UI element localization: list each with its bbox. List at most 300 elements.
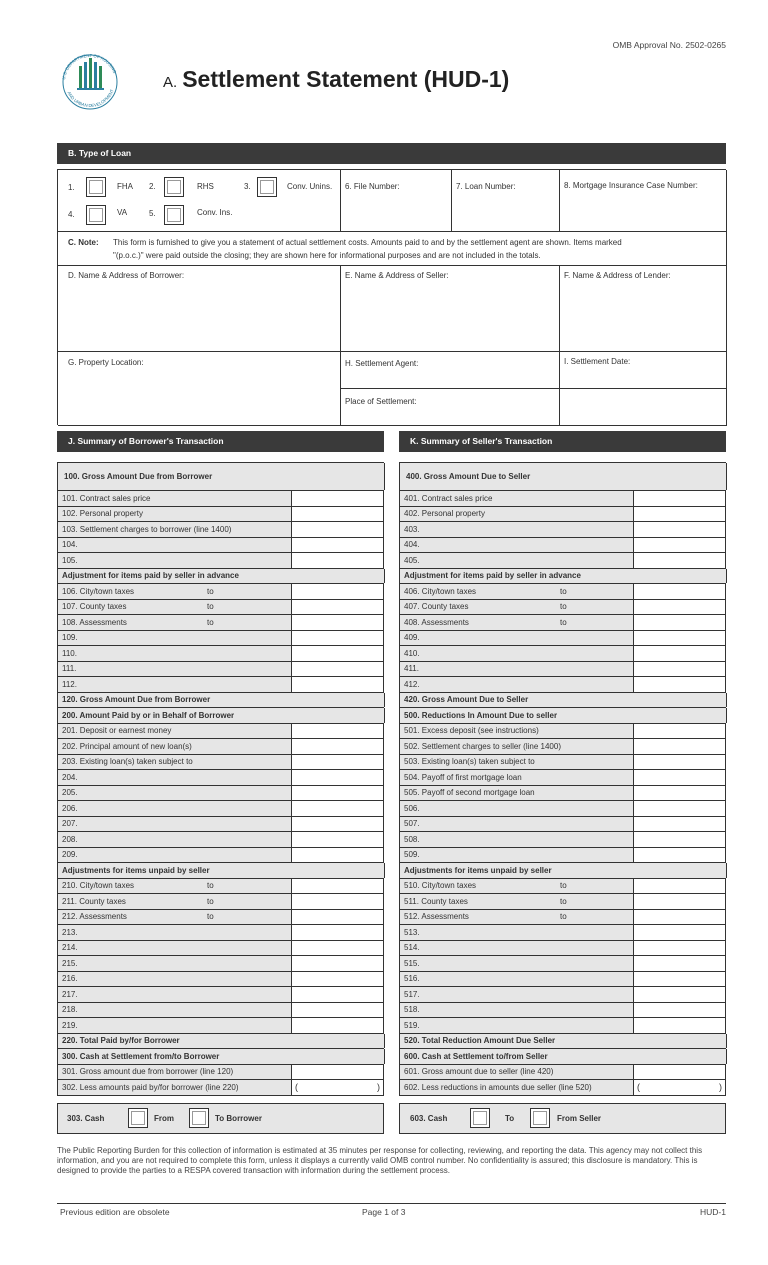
lender-name-field[interactable]: F. Name & Address of Lender: bbox=[560, 266, 727, 352]
summary-row bbox=[58, 615, 384, 631]
note-cell bbox=[58, 232, 727, 266]
amount-field[interactable] bbox=[292, 739, 384, 754]
summary-row-label-text: 105. bbox=[62, 555, 78, 565]
summary-row bbox=[58, 972, 384, 988]
summary-row-label-text: 112. bbox=[62, 679, 77, 689]
summary-row-label-text: 420. Gross Amount Due to Seller bbox=[404, 695, 529, 705]
paren-close: ) bbox=[719, 1082, 722, 1093]
summary-row-label-text: 400. Gross Amount Due to Seller bbox=[406, 472, 531, 481]
amount-field[interactable] bbox=[292, 677, 384, 692]
reporting-burden-text: The Public Reporting Burden for this collection of information is estimated at 35 minutes per response for collecting, reviewing, and reporting the data. This agency may not collect this information, and you are not required to complete this form, unless it displays a currently valid OMB control number. No confidentiality is assured; this disclosure is mandatory. This is designed to provide the parties to a RESPA covered transaction with information during the settlement process. bbox=[57, 1146, 703, 1175]
summary-row bbox=[400, 1080, 726, 1096]
amount-field[interactable] bbox=[634, 662, 726, 677]
summary-row-label bbox=[400, 770, 634, 785]
summary-row bbox=[400, 863, 726, 879]
cash-label: 603. Cash bbox=[410, 1114, 448, 1123]
summary-row bbox=[400, 987, 726, 1003]
summary-row-label bbox=[400, 677, 634, 692]
summary-row bbox=[58, 925, 384, 941]
amount-field[interactable] bbox=[634, 1080, 726, 1095]
summary-row-label-text: 512. Assessments bbox=[404, 912, 469, 922]
summary-row-label bbox=[58, 662, 292, 677]
summary-row-label bbox=[58, 1080, 292, 1095]
fha-checkbox[interactable] bbox=[86, 177, 106, 197]
amount-field[interactable] bbox=[292, 1080, 384, 1095]
summary-row bbox=[58, 1065, 384, 1081]
summary-row-label bbox=[400, 786, 634, 801]
summary-row-label bbox=[400, 631, 634, 646]
summary-row bbox=[400, 553, 726, 569]
borrower-summary-table bbox=[57, 462, 384, 1096]
amount-field[interactable] bbox=[634, 491, 726, 506]
amount-field[interactable] bbox=[634, 832, 726, 847]
summary-row-label-text: 204. bbox=[62, 772, 78, 782]
summary-row-label-text: 503. Existing loan(s) taken subject to bbox=[404, 757, 535, 767]
summary-row-label bbox=[400, 894, 634, 909]
amount-field[interactable] bbox=[634, 600, 726, 615]
summary-row-label-text: 101. Contract sales price bbox=[62, 493, 151, 503]
summary-row-label-text: Adjustments for items unpaid by seller bbox=[62, 865, 210, 875]
seller-name-field[interactable]: E. Name & Address of Seller: bbox=[341, 266, 560, 352]
place-of-settlement-extension bbox=[560, 389, 727, 426]
borrower-cash-row bbox=[57, 1103, 384, 1134]
summary-row-label bbox=[58, 956, 292, 971]
summary-row-label-text: 107. County taxes bbox=[62, 602, 127, 612]
summary-row-label-text: 301. Gross amount due from borrower (line 120) bbox=[62, 1067, 234, 1077]
summary-row-label-text: 302. Less amounts paid by/for borrower (line 220) bbox=[62, 1082, 239, 1092]
summary-row bbox=[58, 1018, 384, 1034]
summary-row bbox=[58, 894, 384, 910]
summary-row-label bbox=[58, 677, 292, 692]
amount-field[interactable] bbox=[292, 507, 384, 522]
loan-info-grid bbox=[57, 169, 726, 425]
summary-row-label-text: 106. City/town taxes bbox=[62, 586, 135, 596]
note-text-line2: "(p.o.c.)" were paid outside the closing; they are shown here for informational purposes and are not included in the totals. bbox=[113, 251, 541, 260]
summary-row bbox=[58, 1034, 384, 1050]
conv-unins-checkbox[interactable] bbox=[257, 177, 277, 197]
summary-row-label-text: 202. Principal amount of new loan(s) bbox=[62, 741, 192, 751]
loan-type-num: 3. bbox=[244, 182, 251, 191]
summary-row-label-text: 508. bbox=[404, 834, 420, 844]
summary-row-label-text: 211. County taxes bbox=[62, 896, 126, 906]
settlement-date-field[interactable]: I. Settlement Date: bbox=[560, 352, 727, 389]
summary-row-label-text: 405. bbox=[404, 555, 420, 565]
summary-row bbox=[400, 693, 726, 709]
seller-cash-row bbox=[399, 1103, 726, 1134]
summary-row bbox=[58, 739, 384, 755]
summary-row-label bbox=[400, 863, 727, 878]
amount-field[interactable] bbox=[292, 894, 384, 909]
summary-row-label bbox=[58, 491, 292, 506]
summary-row bbox=[400, 631, 726, 647]
paren-close: ) bbox=[377, 1082, 380, 1093]
summary-row-label-text: 505. Payoff of second mortgage loan bbox=[404, 788, 535, 798]
loan-type-num: 2. bbox=[149, 182, 156, 191]
va-checkbox[interactable] bbox=[86, 205, 106, 225]
amount-field[interactable] bbox=[292, 817, 384, 832]
summary-row bbox=[400, 925, 726, 941]
amount-field[interactable] bbox=[634, 724, 726, 739]
summary-row-label-text: 518. bbox=[404, 1005, 420, 1015]
summary-row-label bbox=[400, 1080, 634, 1095]
note-label: C. Note: bbox=[68, 238, 99, 247]
amount-field[interactable] bbox=[292, 553, 384, 568]
amount-field[interactable] bbox=[634, 553, 726, 568]
footer-divider bbox=[57, 1203, 726, 1204]
summary-row-label bbox=[58, 463, 385, 490]
summary-row-label bbox=[58, 910, 292, 925]
summary-row-label bbox=[400, 987, 634, 1002]
summary-row bbox=[58, 708, 384, 724]
summary-row bbox=[400, 600, 726, 616]
summary-row-label-text: 108. Assessments bbox=[62, 617, 127, 627]
summary-row bbox=[400, 941, 726, 957]
amount-field[interactable] bbox=[634, 910, 726, 925]
loan-type-label: VA bbox=[117, 208, 128, 217]
summary-row bbox=[58, 600, 384, 616]
summary-row-label-text: 219. bbox=[62, 1020, 78, 1030]
to-label: to bbox=[560, 617, 567, 627]
amount-field[interactable] bbox=[292, 600, 384, 615]
summary-row-label bbox=[58, 770, 292, 785]
rhs-checkbox[interactable] bbox=[164, 177, 184, 197]
summary-row bbox=[400, 832, 726, 848]
amount-field[interactable] bbox=[634, 631, 726, 646]
summary-row-label-text: 502. Settlement charges to seller (line 1400) bbox=[404, 741, 561, 751]
amount-field[interactable] bbox=[292, 522, 384, 537]
summary-row-label bbox=[400, 522, 634, 537]
amount-field[interactable] bbox=[292, 879, 384, 894]
summary-row-label bbox=[58, 863, 385, 878]
summary-row-label bbox=[400, 491, 634, 506]
amount-field[interactable] bbox=[292, 491, 384, 506]
amount-field[interactable] bbox=[292, 910, 384, 925]
amount-field[interactable] bbox=[292, 956, 384, 971]
amount-field[interactable] bbox=[634, 615, 726, 630]
title-text: Settlement Statement (HUD-1) bbox=[182, 66, 510, 92]
summary-row bbox=[400, 646, 726, 662]
summary-row-label-text: 218. bbox=[62, 1005, 78, 1015]
summary-row-label-text: 408. Assessments bbox=[404, 617, 469, 627]
summary-row-label-text: 120. Gross Amount Due from Borrower bbox=[62, 695, 211, 705]
omb-approval-number: OMB Approval No. 2502-0265 bbox=[612, 40, 726, 50]
summary-row bbox=[58, 538, 384, 554]
summary-row-label-text: 600. Cash at Settlement to/from Seller bbox=[404, 1051, 548, 1061]
summary-row-label bbox=[400, 879, 634, 894]
amount-field[interactable] bbox=[292, 724, 384, 739]
summary-row-label-text: 411. bbox=[404, 664, 419, 674]
summary-row-label bbox=[58, 584, 292, 599]
summary-row-label bbox=[58, 786, 292, 801]
summary-row-label bbox=[58, 941, 292, 956]
amount-field[interactable] bbox=[634, 786, 726, 801]
footer-left-text: Previous edition are obsolete bbox=[60, 1207, 170, 1217]
summary-row bbox=[58, 1003, 384, 1019]
summary-row bbox=[58, 553, 384, 569]
summary-row-label-text: 519. bbox=[404, 1020, 420, 1030]
summary-row-label-text: 216. bbox=[62, 974, 78, 984]
summary-row-label bbox=[400, 538, 634, 553]
summary-row-label-text: 511. County taxes bbox=[404, 896, 468, 906]
amount-field[interactable] bbox=[634, 522, 726, 537]
amount-field[interactable] bbox=[292, 1003, 384, 1018]
summary-row-label bbox=[400, 615, 634, 630]
svg-text:AND URBAN DEVELOPMENT: AND URBAN DEVELOPMENT bbox=[66, 88, 115, 109]
amount-field[interactable] bbox=[292, 584, 384, 599]
amount-field[interactable] bbox=[292, 786, 384, 801]
loan-type-num: 5. bbox=[149, 209, 156, 218]
summary-row bbox=[400, 522, 726, 538]
summary-row-label-text: Adjustment for items paid by seller in advance bbox=[404, 571, 581, 581]
cash-label: 303. Cash bbox=[67, 1114, 105, 1123]
summary-row-label bbox=[58, 538, 292, 553]
summary-row bbox=[400, 1018, 726, 1034]
summary-row-label bbox=[400, 646, 634, 661]
amount-field[interactable] bbox=[634, 801, 726, 816]
amount-field[interactable] bbox=[634, 987, 726, 1002]
summary-row bbox=[400, 972, 726, 988]
amount-field[interactable] bbox=[292, 1065, 384, 1080]
amount-field[interactable] bbox=[292, 925, 384, 940]
summary-row-label-text: 402. Personal property bbox=[404, 509, 485, 519]
summary-row bbox=[400, 1065, 726, 1081]
summary-row bbox=[400, 770, 726, 786]
summary-row-label-text: 201. Deposit or earnest money bbox=[62, 726, 172, 736]
summary-row bbox=[400, 817, 726, 833]
summary-row bbox=[58, 770, 384, 786]
summary-row-label-text: 412. bbox=[404, 679, 420, 689]
amount-field[interactable] bbox=[634, 770, 726, 785]
summary-row bbox=[400, 1034, 726, 1050]
amount-field[interactable] bbox=[634, 1003, 726, 1018]
summary-row bbox=[58, 491, 384, 507]
summary-row-label-text: 210. City/town taxes bbox=[62, 881, 135, 891]
property-location-field[interactable]: G. Property Location: bbox=[58, 352, 341, 426]
summary-row bbox=[400, 956, 726, 972]
summary-row-label-text: 602. Less reductions in amounts due seller (line 520) bbox=[404, 1082, 592, 1092]
summary-row bbox=[58, 584, 384, 600]
page-number: Page 1 of 3 bbox=[362, 1207, 406, 1217]
amount-field[interactable] bbox=[292, 662, 384, 677]
summary-row-label-text: 517. bbox=[404, 989, 420, 999]
summary-row-label bbox=[400, 848, 634, 863]
summary-row-label bbox=[58, 631, 292, 646]
amount-field[interactable] bbox=[634, 972, 726, 987]
summary-row-label bbox=[400, 910, 634, 925]
summary-row-label bbox=[58, 1018, 292, 1033]
summary-row bbox=[400, 507, 726, 523]
summary-row-label bbox=[58, 507, 292, 522]
summary-row bbox=[58, 987, 384, 1003]
summary-row bbox=[400, 879, 726, 895]
amount-field[interactable] bbox=[292, 832, 384, 847]
summary-row-label-text: 506. bbox=[404, 803, 420, 813]
amount-field[interactable] bbox=[292, 770, 384, 785]
summary-row bbox=[400, 584, 726, 600]
cash-from-checkbox[interactable] bbox=[128, 1108, 148, 1128]
section-b-bar: B. Type of Loan bbox=[57, 143, 726, 164]
amount-field[interactable] bbox=[634, 1018, 726, 1033]
summary-row bbox=[58, 832, 384, 848]
to-label: to bbox=[207, 617, 214, 627]
summary-row bbox=[400, 491, 726, 507]
amount-field[interactable] bbox=[634, 817, 726, 832]
summary-row bbox=[400, 755, 726, 771]
summary-row-label-text: 404. bbox=[404, 540, 420, 550]
summary-row bbox=[58, 463, 384, 491]
to-label: to bbox=[560, 912, 567, 922]
summary-row-label bbox=[400, 553, 634, 568]
amount-field[interactable] bbox=[634, 646, 726, 661]
amount-field[interactable] bbox=[634, 941, 726, 956]
summary-row bbox=[58, 522, 384, 538]
mortgage-insurance-case-field[interactable]: 8. Mortgage Insurance Case Number: bbox=[560, 170, 727, 232]
amount-field[interactable] bbox=[292, 615, 384, 630]
summary-row-label-text: 111. bbox=[62, 664, 77, 674]
summary-row-label-text: 110. bbox=[62, 648, 77, 658]
amount-field[interactable] bbox=[634, 1065, 726, 1080]
summary-row-label-text: 410. bbox=[404, 648, 420, 658]
paren-open: ( bbox=[295, 1082, 298, 1093]
to-label: to bbox=[560, 586, 567, 596]
summary-row-label bbox=[400, 662, 634, 677]
amount-field[interactable] bbox=[292, 941, 384, 956]
conv-ins-checkbox[interactable] bbox=[164, 205, 184, 225]
summary-row-label bbox=[58, 1065, 292, 1080]
summary-row-label bbox=[58, 894, 292, 909]
amount-field[interactable] bbox=[634, 507, 726, 522]
amount-field[interactable] bbox=[634, 894, 726, 909]
amount-field[interactable] bbox=[292, 538, 384, 553]
to-label: to bbox=[560, 602, 567, 612]
summary-row bbox=[400, 801, 726, 817]
summary-row-label-text: 514. bbox=[404, 943, 420, 953]
summary-row-label-text: 209. bbox=[62, 850, 78, 860]
summary-row-label bbox=[400, 739, 634, 754]
file-number-field[interactable]: 6. File Number: bbox=[341, 170, 452, 232]
summary-row-label-text: 205. bbox=[62, 788, 78, 798]
amount-field[interactable] bbox=[292, 755, 384, 770]
summary-row bbox=[58, 724, 384, 740]
amount-field[interactable] bbox=[634, 755, 726, 770]
amount-field[interactable] bbox=[292, 972, 384, 987]
to-label: to bbox=[207, 912, 214, 922]
summary-row-label-text: 206. bbox=[62, 803, 78, 813]
amount-field[interactable] bbox=[634, 956, 726, 971]
summary-row-label-text: 207. bbox=[62, 819, 78, 829]
summary-row bbox=[58, 662, 384, 678]
summary-row-label bbox=[58, 848, 292, 863]
loan-type-label: FHA bbox=[117, 182, 133, 191]
summary-row-label bbox=[58, 801, 292, 816]
settlement-agent-field[interactable]: H. Settlement Agent: bbox=[341, 352, 560, 389]
summary-row-label bbox=[58, 832, 292, 847]
summary-row bbox=[58, 569, 384, 585]
summary-row bbox=[58, 801, 384, 817]
paren-open: ( bbox=[637, 1082, 640, 1093]
amount-field[interactable] bbox=[634, 677, 726, 692]
summary-row-label-text: 409. bbox=[404, 633, 420, 643]
cash-to-label: To bbox=[505, 1114, 515, 1123]
loan-type-num: 1. bbox=[68, 183, 75, 192]
amount-field[interactable] bbox=[634, 925, 726, 940]
to-label: to bbox=[207, 586, 214, 596]
borrower-name-field[interactable]: D. Name & Address of Borrower: bbox=[58, 266, 341, 352]
loan-type-label: Conv. Unins. bbox=[287, 182, 333, 191]
summary-row-label bbox=[400, 832, 634, 847]
svg-text:U.S. DEPARTMENT OF HOUSING: U.S. DEPARTMENT OF HOUSING bbox=[61, 52, 118, 80]
summary-row-label-text: 214. bbox=[62, 943, 78, 953]
summary-row-label bbox=[400, 463, 727, 490]
summary-row-label-text: 510. City/town taxes bbox=[404, 881, 477, 891]
amount-field[interactable] bbox=[292, 801, 384, 816]
cash-from-seller-checkbox[interactable] bbox=[530, 1108, 550, 1128]
amount-field[interactable] bbox=[634, 879, 726, 894]
summary-row-label-text: 515. bbox=[404, 958, 420, 968]
summary-row-label-text: 516. bbox=[404, 974, 420, 984]
summary-row bbox=[400, 786, 726, 802]
cash-from-label: From Seller bbox=[557, 1114, 602, 1123]
summary-row-label bbox=[58, 1003, 292, 1018]
amount-field[interactable] bbox=[634, 739, 726, 754]
amount-field[interactable] bbox=[634, 538, 726, 553]
summary-row-label-text: 200. Amount Paid by or in Behalf of Borrower bbox=[62, 710, 235, 720]
summary-row-label bbox=[58, 972, 292, 987]
summary-row bbox=[400, 739, 726, 755]
amount-field[interactable] bbox=[292, 631, 384, 646]
summary-row bbox=[58, 1080, 384, 1096]
summary-row-label-text: 401. Contract sales price bbox=[404, 493, 493, 503]
amount-field[interactable] bbox=[634, 848, 726, 863]
summary-row-label bbox=[58, 1049, 385, 1064]
cash-to-borrower-checkbox[interactable] bbox=[189, 1108, 209, 1128]
summary-row-label bbox=[400, 1034, 727, 1049]
summary-row-label bbox=[58, 646, 292, 661]
cash-to-checkbox[interactable] bbox=[470, 1108, 490, 1128]
summary-row-label bbox=[400, 925, 634, 940]
to-label: to bbox=[207, 896, 214, 906]
summary-row-label-text: 212. Assessments bbox=[62, 912, 127, 922]
summary-row-label bbox=[400, 1003, 634, 1018]
summary-row-label bbox=[58, 615, 292, 630]
summary-row bbox=[58, 817, 384, 833]
summary-row-label bbox=[58, 553, 292, 568]
summary-row-label bbox=[58, 817, 292, 832]
summary-row bbox=[58, 507, 384, 523]
loan-number-field[interactable]: 7. Loan Number: bbox=[452, 170, 560, 232]
summary-row bbox=[58, 693, 384, 709]
loan-type-cell bbox=[58, 170, 341, 232]
place-of-settlement-field[interactable]: Place of Settlement: bbox=[341, 389, 560, 426]
summary-row-label bbox=[58, 569, 385, 584]
hud-seal-logo bbox=[57, 52, 123, 110]
summary-row-label bbox=[58, 600, 292, 615]
summary-row-label-text: 213. bbox=[62, 927, 78, 937]
summary-row bbox=[58, 755, 384, 771]
summary-row-label bbox=[400, 817, 634, 832]
seller-summary-table bbox=[399, 462, 726, 1096]
summary-row bbox=[400, 677, 726, 693]
amount-field[interactable] bbox=[292, 646, 384, 661]
loan-type-label: Conv. Ins. bbox=[197, 208, 233, 217]
summary-row-label-text: Adjustments for items unpaid by seller bbox=[404, 865, 552, 875]
amount-field[interactable] bbox=[292, 1018, 384, 1033]
summary-row-label bbox=[400, 801, 634, 816]
amount-field[interactable] bbox=[292, 848, 384, 863]
amount-field[interactable] bbox=[292, 987, 384, 1002]
summary-row bbox=[58, 863, 384, 879]
amount-field[interactable] bbox=[634, 584, 726, 599]
